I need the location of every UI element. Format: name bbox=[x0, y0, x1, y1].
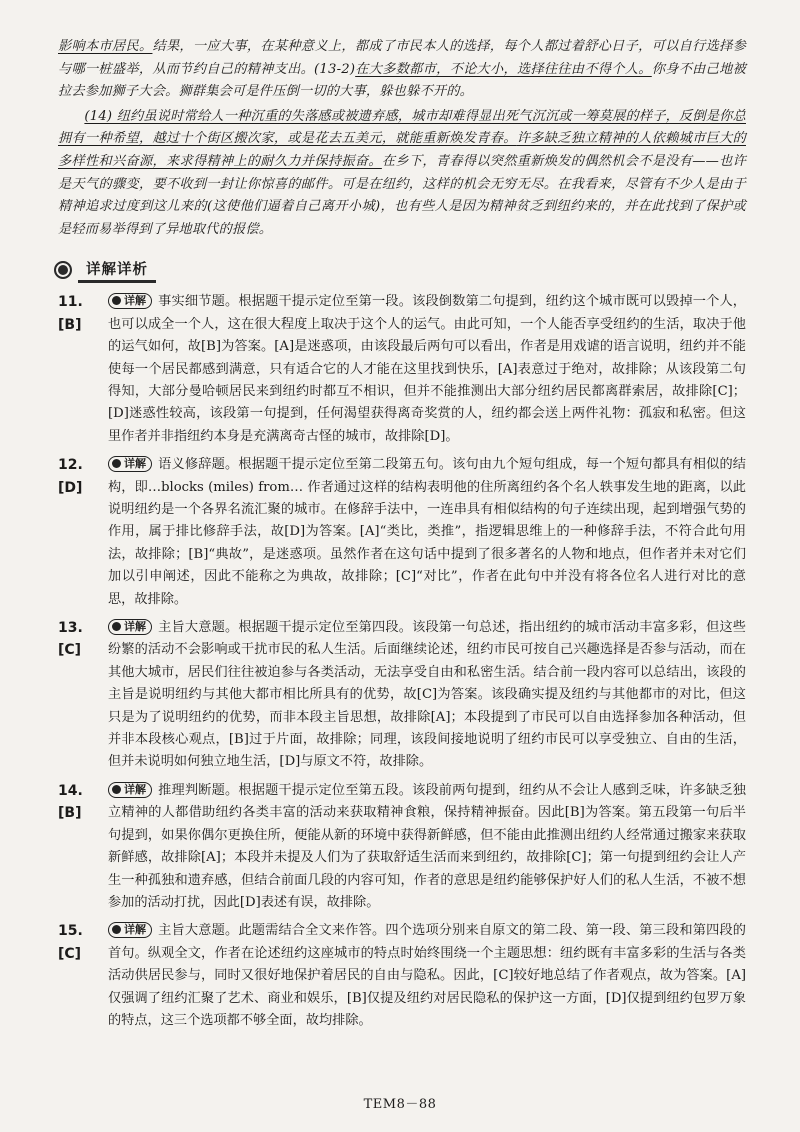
passage-paragraph-14 bbox=[58, 106, 746, 242]
explanation-tag bbox=[108, 922, 152, 938]
passage-paragraph-13-end bbox=[58, 36, 746, 104]
passage-text: 在乡下，青春得以突然重新焕发的偶然机会不是没有——也许是天气的骤变，要不收到一封让你惊喜的邮件。可是在纽约，这样的机会无穷无尽。在我看来，尽管有不少人是由于精神追求过度到这儿来的(这使他们逼着自己离开小城)，也有些人是因为精神贫乏到纽约来的，并在此找到了保护或是轻而易举得到了异地取代的报偿。 bbox=[58, 153, 746, 237]
explanation-icon bbox=[112, 296, 121, 305]
explanation-tag-label: 详解 bbox=[124, 782, 146, 796]
explanation-icon bbox=[112, 785, 121, 794]
underlined-sentence: 影响本市居民。 bbox=[58, 39, 153, 54]
explanation-tag bbox=[108, 293, 152, 309]
answer-number: 12. [D] bbox=[58, 457, 83, 496]
explanation-tag-label: 详解 bbox=[124, 294, 146, 308]
explanation-tag-label: 详解 bbox=[124, 923, 146, 937]
answer-body bbox=[108, 291, 746, 448]
passage-excerpt bbox=[58, 36, 746, 241]
page-content bbox=[58, 36, 746, 1038]
passage-text: 结果，一应大事，在某种意义上，都成了市民本人的选择，每个人都过着舒心日子，可以自行选择参与哪一桩盛举，从而节约自己的精神支出。(13-2) bbox=[58, 39, 747, 77]
underlined-sentence: 在大多数都市，不论大小，选择往往由不得个人。 bbox=[355, 61, 652, 77]
answer-number: 14. [B] bbox=[58, 782, 83, 822]
answer-number: 15. [C] bbox=[58, 923, 83, 962]
answer-list bbox=[58, 291, 746, 1032]
answer-body bbox=[108, 617, 746, 774]
explanation-icon bbox=[112, 459, 121, 468]
answer-item bbox=[58, 291, 746, 448]
explanation-tag bbox=[108, 782, 152, 798]
answer-body bbox=[108, 920, 746, 1032]
answer-number: 13. [C] bbox=[58, 620, 83, 659]
section-header bbox=[54, 257, 746, 283]
answer-text: 事实细节题。根据题干提示定位至第一段。该段倒数第二句提到，纽约这个城市既可以毁掉一个人，也可以成全一个人，这在很大程度上取决于这个人的运气。由此可知，一个人能否享受纽约的生活，取决于他的运气如何，故[B]为答案。[A]是迷惑项，由该段最后两句可以看出，作者是用戏谑的语言说明，纽约并不能使每一个居民都感到满意，只有适合它的人才能在这里找到快乐，[A]表意过于绝对，故排除；从该段第二句得知，大部分曼哈顿居民来到纽约时都互不相识，但并不能推测出大部分纽约居民都离群索居，故排除[C]；[D]迷惑性较高，该段第一句提到，任何渴望获得离奇奖赏的人，纽约都会送上两件礼物：孤寂和私密。但这里作者并非指纽约本身是充满离奇古怪的城市，故排除[D]。 bbox=[108, 294, 746, 444]
underlined-sentence: 越过十个街区搬次家，或是花去五美元，就能重新焕发青春。 bbox=[152, 131, 517, 147]
section-title: 详解详析 bbox=[78, 257, 156, 283]
underlined-sentence: 许多缺乏独立精神的人依赖城市巨大的多样性和兴奋源，来求得精神上的耐久力并保持振奋。 bbox=[58, 131, 746, 169]
bullet-circle-icon bbox=[54, 261, 72, 279]
answer-text: 推理判断题。根据题干提示定位至第五段。该段前两句提到，纽约从不会让人感到乏味，许多缺乏独立精神的人都借助纽约各类丰富的活动来获取精神食粮，保持精神振奋。因此[B]为答案。第五段第一句后半句提到，如果你偶尔更换住所，便能从新的环境中获得新鲜感，但不能由此推测出纽约人经常通过搬家来获取新鲜感，故排除[A]；本段并未提及人们为了获取舒适生活而来到纽约，故排除[C]；第一句提到纽约会让人产生一种孤独和遗弃感，但结合前面几段的内容可知，作者的意思是纽约能够保护好人们的私人生活，不被不想参加的活动打扰，因此[D]表述有误，故排除。 bbox=[108, 782, 746, 910]
underlined-sentence: (14) 纽约虽说时常给人一种沉重的失落感或被遗弃感，城市却难得显出死气沉沉或一筹莫展的样子，反倒是你总拥有一种希望， bbox=[58, 108, 746, 147]
answer-body bbox=[108, 454, 746, 611]
explanation-tag bbox=[108, 619, 152, 635]
answer-text: 主旨大意题。根据题干提示定位至第四段。该段第一句总述，指出纽约的城市活动丰富多彩，但这些纷繁的活动不会影响或干扰市民的私人生活。后面继续论述，纽约市民可按自己兴趣选择是否参与活动，而在其他大城市，居民们往往被迫参与各类活动，无法享受自由和私密生活。结合前一段内容可以总结出，该段的主旨是说明纽约与其他大都市相比所具有的优势，故[C]为答案。该段确实提及纽约与其他都市的对比，但这只是为了说明纽约的优势，而非本段主旨思想，故排除[A]；本段提到了市民可以自由选择参加各种活动，但并非本段核心观点，[B]过于片面，故排除；同理，该段间接地说明了纽约市民可以享受独立、自由的生活，但并未说明如何独立地生活，[D]与原文不符，故排除。 bbox=[108, 620, 746, 770]
explanation-tag-label: 详解 bbox=[124, 620, 146, 634]
explanation-icon bbox=[112, 622, 121, 631]
answer-item bbox=[58, 920, 746, 1032]
answer-body bbox=[108, 780, 746, 914]
answer-text: 语义修辞题。根据题干提示定位至第二段第五句。该句由九个短句组成，每一个短句都具有相似的结构，即…blocks (miles) from… 作者通过这样的结构表明他的住所离纽约各个名人轶事发生地的距离，以此说明纽约是一个各界名流汇聚的城市。在修辞手法中，一连串具有相似结构的句子连续出现，起到增强气势的作用，属于排比修辞手法，故[D]为答案。[A]“类比，类推”，指逻辑思维上的一种修辞手法，不符合此句用法，故排除；[B]“典故”，是迷惑项。虽然作者在这句话中提到了很多著名的人物和地点，但作者并未对它们加以引申阐述，因此不能称之为典故，故排除；[C]“对比”，作者在此句中并没有将各位名人进行对比的意思，故排除。 bbox=[108, 457, 746, 607]
page-footer: TEM8－88 bbox=[363, 1097, 437, 1112]
explanation-icon bbox=[112, 925, 121, 934]
answer-item bbox=[58, 617, 746, 774]
passage-text: 你身不由己地被拉去参加狮子大会。狮群集会可是件压倒一切的大事，躲也躲不开的。 bbox=[58, 61, 746, 100]
answer-number: 11. [B] bbox=[58, 294, 83, 333]
explanation-tag-label: 详解 bbox=[124, 457, 146, 471]
answer-text: 主旨大意题。此题需结合全文来作答。四个选项分别来自原文的第二段、第一段、第三段和第四段的首句。纵观全文，作者在论述纽约这座城市的特点时始终围绕一个主题思想：纽约既有丰富多彩的生活与各类活动供居民参与，同时又很好地保护着居民的自由与隐私。因此，[C]较好地总结了作者观点，故为答案。[A]仅强调了纽约汇聚了艺术、商业和娱乐，[B]仅提及纽约对居民隐私的保护这一方面，[D]仅提到纽约包罗万象的特点，这三个选项都不够全面，故均排除。 bbox=[108, 923, 746, 1028]
answer-item bbox=[58, 454, 746, 611]
explanation-tag bbox=[108, 456, 152, 472]
answer-item bbox=[58, 780, 746, 914]
